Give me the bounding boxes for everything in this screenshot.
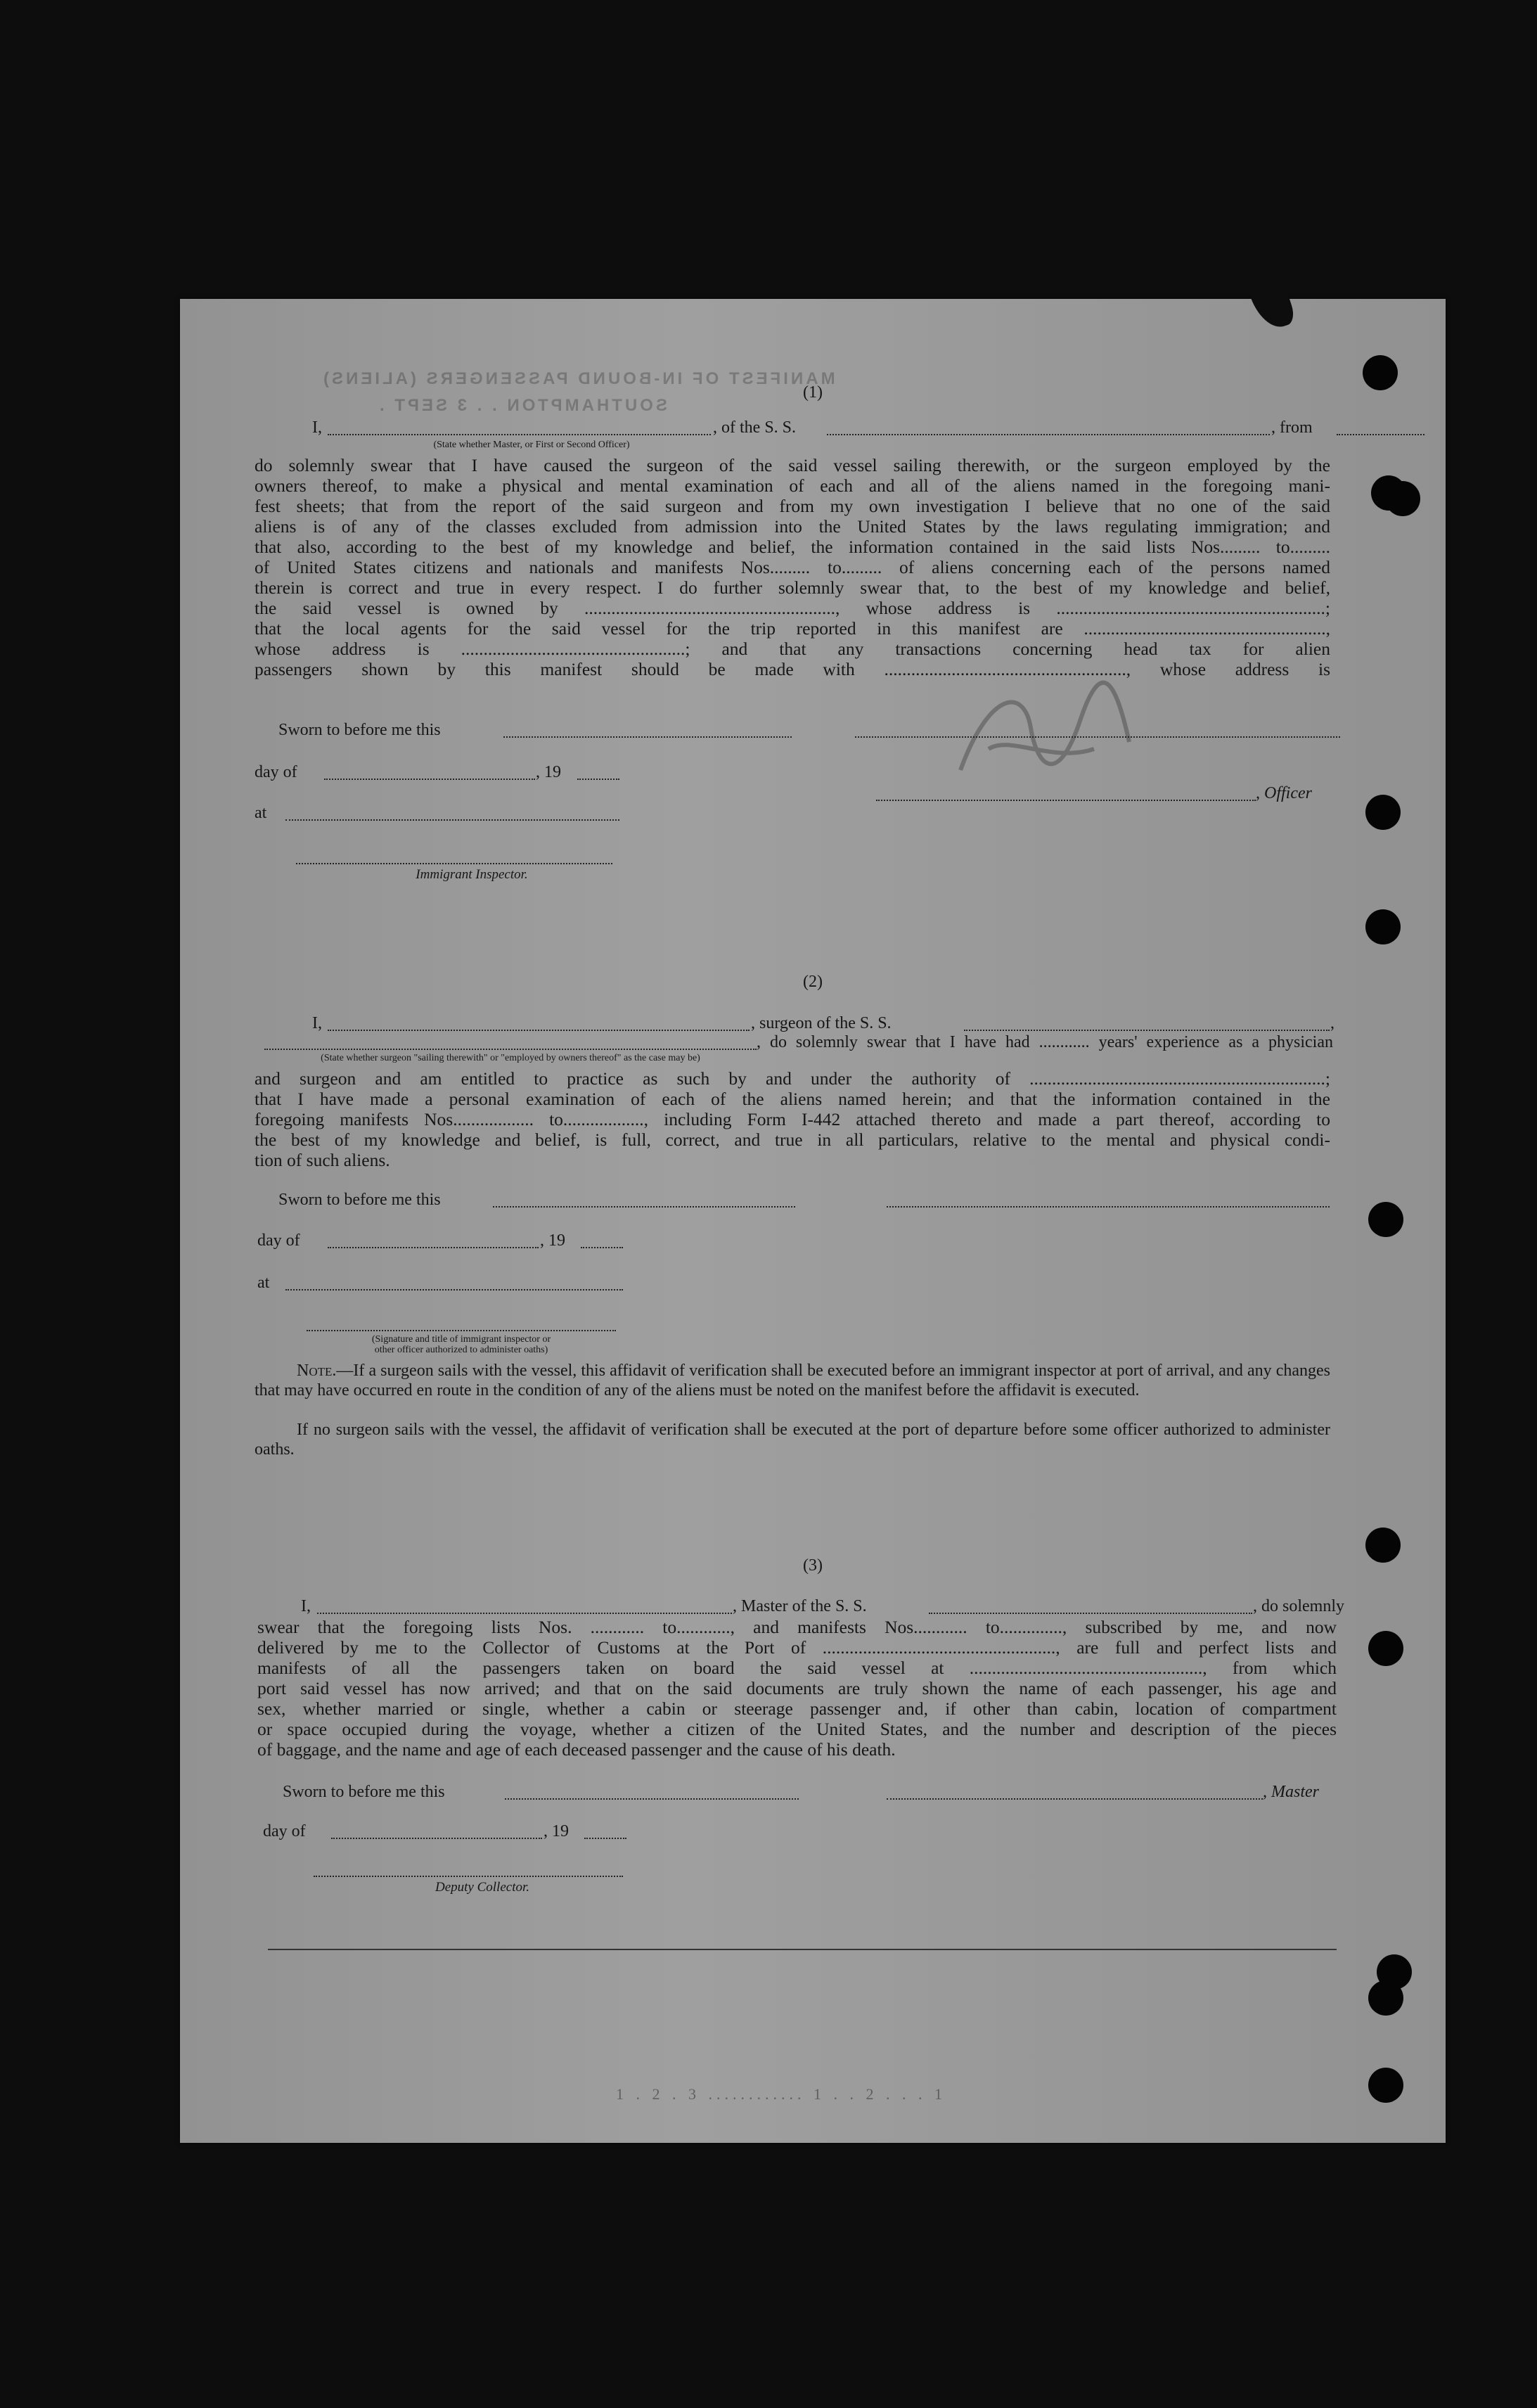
s1-officer-signature-field[interactable]: [876, 800, 1256, 801]
s2-line: tion of such aliens.: [255, 1150, 390, 1170]
s1-year-label: , 19: [536, 763, 561, 781]
punch-hole: [1368, 2068, 1403, 2103]
punch-hole: [1385, 481, 1420, 516]
s3-deputy-caption: Deputy Collector.: [435, 1880, 530, 1895]
s1-top-signature-field[interactable]: [855, 736, 1340, 738]
punch-hole: [1363, 355, 1398, 390]
s1-inspector-signature-field[interactable]: [296, 863, 612, 864]
s2-surgeon-subcaption: (State whether surgeon "sailing therewith" or "employed by owners thereof" as the case may be): [321, 1053, 700, 1063]
s2-inspector-signature-field[interactable]: [307, 1330, 616, 1331]
s1-line: passengers shown by this manifest should be made with ......................................................, whose address is: [255, 659, 1330, 679]
s1-from-port-field[interactable]: [1337, 434, 1425, 435]
s3-oath-paragraph: [257, 1617, 1337, 1760]
s2-note-label: Note.: [297, 1362, 337, 1380]
s3-sworn-label: Sworn to before me this: [283, 1783, 445, 1801]
s3-vessel-name-field[interactable]: [929, 1613, 1252, 1614]
s2-comma: ,: [1330, 1014, 1335, 1032]
s2-year-field[interactable]: [581, 1247, 623, 1248]
s1-line: that also, according to the best of my knowledge and belief, the information contained in the said lists Nos......... to.........: [255, 537, 1330, 557]
s2-surgeon-name-field[interactable]: [328, 1030, 750, 1031]
bleed-through-stamp: MANIFEST OF IN-BOUND PASSENGERS (ALIENS): [321, 369, 835, 388]
punch-hole: [1365, 909, 1401, 944]
s1-sworn-label: Sworn to before me this: [278, 721, 441, 739]
s2-line: that I have made a personal examination of each of the aliens named herein; and that the information contained in the: [255, 1089, 1330, 1109]
punch-hole: [1368, 1980, 1403, 2016]
s1-officer-name-field[interactable]: [328, 434, 711, 435]
s3-line: sex, whether married or single, whether a cabin or steerage passenger and, if other than cabin, location of compartment: [257, 1698, 1337, 1719]
s2-i-label: I,: [312, 1014, 322, 1032]
s3-day-of-field[interactable]: [331, 1838, 542, 1839]
s2-day-of-label: day of: [257, 1231, 300, 1250]
s1-i-label: I,: [312, 418, 322, 437]
s2-sailing-status-field[interactable]: [264, 1049, 757, 1050]
s1-day-of-field[interactable]: [324, 779, 535, 780]
s2-note-text: —If a surgeon sails with the vessel, this affidavit of verification shall be executed before an immigrant inspector at port of arrival, and any changes that may have occurred en route in the condition of any of the aliens must be noted on the manifest before the affidavit is executed.: [255, 1362, 1330, 1400]
s3-year-field[interactable]: [584, 1838, 626, 1839]
s2-day-of-field[interactable]: [328, 1247, 539, 1248]
s2-note-paragraph-2: If no surgeon sails with the vessel, the affidavit of verification shall be executed at the port of departure before some officer authorized to administer oaths.: [255, 1421, 1330, 1459]
s3-line: delivered by me to the Collector of Customs at the Port of ...................................................., are full and perfect lists and: [257, 1637, 1337, 1658]
s3-master-label: , Master of the S. S.: [733, 1597, 867, 1615]
form-sheet: [180, 299, 1446, 2143]
s2-swear-line: , do solemnly swear that I have had ............ years' experience as a physician: [757, 1033, 1333, 1051]
bottom-rule: [268, 1949, 1337, 1950]
s2-at-label: at: [257, 1274, 270, 1292]
handwritten-signature-mark: [946, 665, 1157, 805]
s2-vessel-name-field[interactable]: [964, 1030, 1330, 1031]
s3-line: manifests of all the passengers taken on board the said vessel at ...................................................., from which: [257, 1658, 1337, 1678]
s1-at-field[interactable]: [285, 819, 619, 821]
s3-line: or space occupied during the voyage, whether a citizen of the United States, and the number and description of the pieces: [257, 1719, 1337, 1739]
s2-sworn-date-field[interactable]: [493, 1206, 795, 1208]
s1-line: owners thereof, to make a physical and mental examination of each and all of the aliens named in the foregoing mani-: [255, 475, 1330, 496]
s3-i-label: I,: [301, 1597, 311, 1615]
s1-line: whose address is ..................................................; and that any transactions concerning head tax for alien: [255, 639, 1330, 659]
s3-day-of-label: day of: [263, 1822, 306, 1840]
s3-master-sign-label: , Master: [1263, 1783, 1319, 1801]
section-1-number: (1): [803, 383, 823, 402]
s1-day-of-label: day of: [255, 763, 297, 781]
s3-solemnly-label: , do solemnly: [1253, 1597, 1344, 1615]
section-2-number: (2): [803, 973, 823, 991]
s2-line: and surgeon and am entitled to practice as such by and under the authority of ..................................................................;: [255, 1068, 1330, 1089]
s2-note-paragraph: [255, 1361, 1330, 1400]
s3-sworn-date-field[interactable]: [505, 1798, 799, 1800]
s3-year-label: , 19: [544, 1822, 569, 1840]
s2-surgeon-label: , surgeon of the S. S.: [751, 1014, 892, 1032]
s1-year-field[interactable]: [577, 779, 619, 780]
s1-inspector-caption: Immigrant Inspector.: [416, 867, 528, 882]
s3-line: swear that the foregoing lists Nos. ............ to............, and manifests Nos............ to.............., subscribed by me, and now: [257, 1617, 1337, 1637]
s1-ss-label: , of the S. S.: [713, 418, 797, 437]
s2-surgeon-signature-field[interactable]: [887, 1206, 1330, 1208]
s1-line: of United States citizens and nationals and manifests Nos......... to......... of aliens concerning each of the persons named: [255, 557, 1330, 577]
s1-line: the said vessel is owned by ........................................................, whose address is ............................................................;: [255, 598, 1330, 618]
punch-hole: [1368, 1631, 1403, 1666]
s1-officer-label: , Officer: [1256, 784, 1312, 802]
s1-line: that the local agents for the said vessel for the trip reported in this manifest are ......................................................,: [255, 618, 1330, 639]
s2-inspector-caption-line: other officer authorized to administer oaths): [374, 1345, 548, 1355]
s2-inspector-caption-line: (Signature and title of immigrant inspector or: [371, 1334, 551, 1345]
s1-from-label: , from: [1271, 418, 1313, 437]
punch-hole: [1365, 1528, 1401, 1563]
s1-line: aliens is of any of the classes excluded from admission into the United States by the laws regulating immigration; and: [255, 516, 1330, 537]
s1-oath-paragraph: [255, 455, 1330, 679]
s1-line: therein is correct and true in every respect. I do further solemnly swear that, to the best of my knowledge and belief,: [255, 577, 1330, 598]
s2-oath-paragraph: [255, 1068, 1330, 1170]
footer-stamp: 1 . 2 . 3 ............ 1 . . 2 . . . 1: [616, 2085, 946, 2103]
s1-at-label: at: [255, 804, 267, 822]
s3-line: of baggage, and the name and age of each deceased passenger and the cause of his death.: [257, 1739, 896, 1760]
s3-deputy-signature-field[interactable]: [314, 1876, 623, 1877]
s2-line: foregoing manifests Nos.................. to.................., including Form I-442 attached thereto and made a part thereof, according to: [255, 1109, 1330, 1129]
s2-sworn-label: Sworn to before me this: [278, 1191, 441, 1209]
s1-officer-subcaption: (State whether Master, or First or Second Officer): [433, 440, 630, 450]
section-3-number: (3): [803, 1556, 823, 1575]
s2-line: the best of my knowledge and belief, is full, correct, and true in all particulars, relative to the mental and physical condi-: [255, 1129, 1330, 1150]
s2-inspector-caption: [307, 1334, 616, 1355]
s3-master-signature-field[interactable]: [887, 1798, 1263, 1800]
s1-line: do solemnly swear that I have caused the surgeon of the said vessel sailing therewith, or the surgeon employed by the: [255, 455, 1330, 475]
bleed-through-stamp: SOUTHAMPTON . . 3 SEPT .: [377, 396, 667, 415]
punch-hole: [1365, 795, 1401, 830]
s3-master-name-field[interactable]: [317, 1613, 732, 1614]
punch-hole: [1368, 1202, 1403, 1237]
s1-line: fest sheets; that from the report of the said surgeon and from my own investigation I believe that no one of the said: [255, 496, 1330, 516]
s2-year-label: , 19: [540, 1231, 565, 1250]
s2-at-field[interactable]: [285, 1289, 623, 1291]
s3-line: port said vessel has now arrived; and that on the said documents are truly shown the name of each passenger, his age and: [257, 1678, 1337, 1698]
s1-vessel-name-field[interactable]: [827, 434, 1270, 435]
s1-sworn-date-field[interactable]: [503, 736, 792, 738]
